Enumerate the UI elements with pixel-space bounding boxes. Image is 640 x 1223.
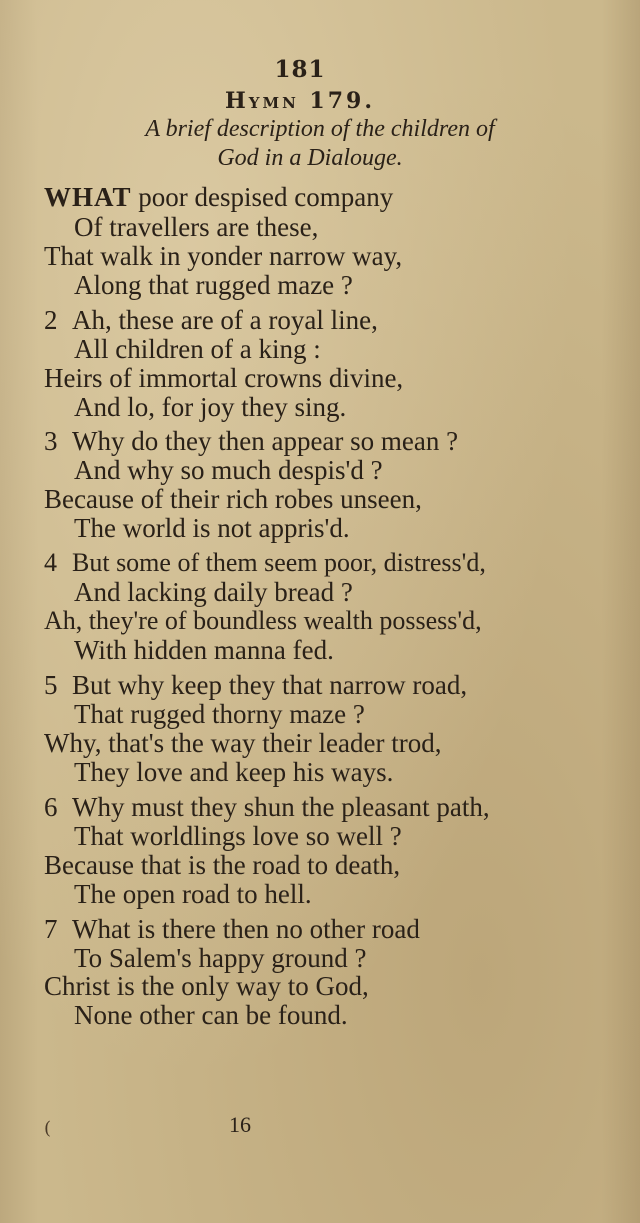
- verse-7-line-3: Christ is the only way to God,: [44, 971, 369, 1001]
- verse-3-line-4: The world is not appris'd.: [74, 513, 350, 543]
- verse-6-line-2: That worldlings love so well ?: [74, 821, 402, 851]
- verse-7-number: 7: [44, 914, 58, 944]
- verse-1-line-3: That walk in yonder narrow way,: [44, 241, 403, 271]
- verse-3-line-2: And why so much despis'd ?: [74, 455, 383, 485]
- page-number: 181: [274, 56, 326, 83]
- verse-1-line-4: Along that rugged maze ?: [74, 270, 353, 300]
- verse-2-number: 2: [44, 305, 58, 335]
- margin-mark: (: [44, 1118, 52, 1139]
- verse-2-line-1: 2 Ah, these are of a royal line,: [44, 305, 378, 335]
- verse-1-lead-word: WHAT: [44, 182, 132, 212]
- verse-5-line-2: That rugged thorny maze ?: [74, 699, 365, 729]
- verse-2-line-3: Heirs of immortal crowns divine,: [44, 363, 404, 393]
- verse-4-number: 4: [44, 548, 57, 577]
- verse-5-line-3: Why, that's the way their leader trod,: [44, 728, 442, 758]
- verse-7-line-4: None other can be found.: [74, 1000, 348, 1030]
- verse-3-number: 3: [44, 426, 58, 456]
- verse-1-line-1: WHAT poor despised company: [44, 182, 394, 212]
- verse-4-line-2: And lacking daily bread ?: [74, 577, 353, 607]
- verse-5-line-1: 5 But why keep they that narrow road,: [44, 670, 468, 700]
- verse-3-line-3: Because of their rich robes unseen,: [44, 484, 422, 514]
- verse-2-line-2: All children of a king :: [74, 334, 321, 364]
- verse-6-number: 6: [44, 792, 58, 822]
- signature-number: 16: [229, 1112, 251, 1137]
- hymn-subtitle-line-1: A brief description of the children of: [145, 116, 495, 142]
- verse-5-line-4: They love and keep his ways.: [74, 757, 394, 787]
- verse-7-line-1: 7 What is there then no other road: [44, 914, 420, 944]
- verse-3-line-1: 3 Why do they then appear so mean ?: [44, 426, 459, 456]
- hymn-title: Hymn 179.: [224, 88, 376, 114]
- verse-6-line-4: The open road to hell.: [74, 879, 312, 909]
- hymn-subtitle-line-2: God in a Dialouge.: [217, 145, 403, 171]
- verse-1-line-2: Of travellers are these,: [74, 212, 319, 242]
- verse-4-line-1: 4 But some of them seem poor, distress'd,: [44, 548, 486, 577]
- verse-5-number: 5: [44, 670, 58, 700]
- verse-4-line-3: Ah, they're of boundless wealth possess'd,: [44, 606, 482, 635]
- verse-6-line-3: Because that is the road to death,: [44, 850, 401, 880]
- verse-2-line-4: And lo, for joy they sing.: [74, 392, 347, 422]
- verse-4-line-4: With hidden manna fed.: [74, 635, 334, 665]
- verse-6-line-1: 6 Why must they shun the pleasant path,: [44, 792, 490, 822]
- verse-7-line-2: To Salem's happy ground ?: [74, 943, 367, 973]
